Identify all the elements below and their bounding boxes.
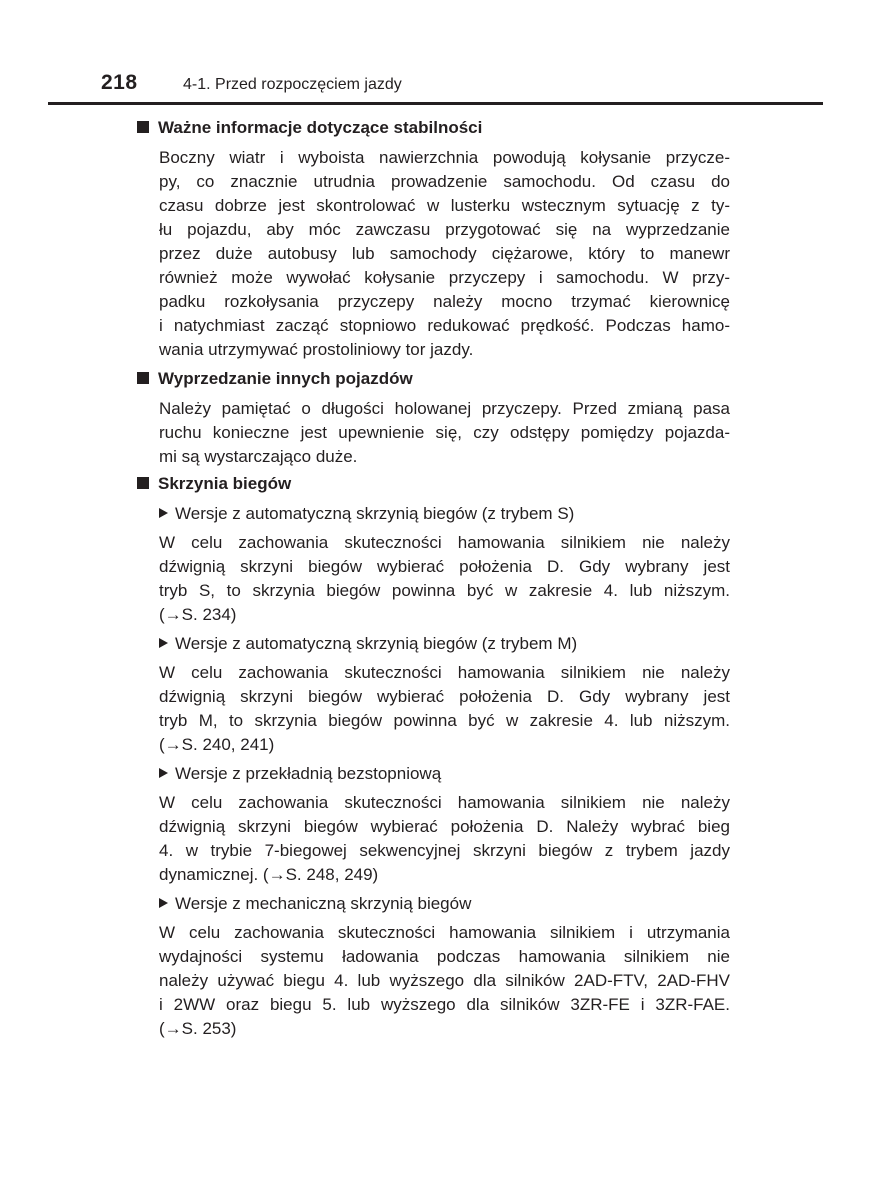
square-bullet-icon <box>137 477 149 489</box>
triangle-bullet-icon <box>159 508 168 518</box>
square-bullet-icon <box>137 372 149 384</box>
square-bullet-icon <box>137 121 149 133</box>
subheading-auto-m <box>159 633 577 655</box>
triangle-bullet-icon <box>159 768 168 778</box>
paragraph-stability <box>159 146 730 362</box>
text-line: dynamicznej. (→S. 248, 249) <box>159 865 379 884</box>
subheading-text: Wersje z przekładnią bezstopniową <box>175 764 442 783</box>
text-line: mi są wystarczająco duże. <box>159 447 358 466</box>
text-line: wania utrzymywać prostoliniowy tor jazdy. <box>159 340 474 359</box>
text-line: (→S. 240, 241) <box>159 735 275 754</box>
triangle-bullet-icon <box>159 638 168 648</box>
text-line: (→S. 234) <box>159 605 237 624</box>
text-line: ruchu konieczne jest upewnienie się, czy odstępy pomiędzy pojazda- <box>159 423 730 442</box>
text-line: tryb M, to skrzynia biegów powinna być w zakresie 4. lub niższym. <box>159 711 730 730</box>
section-heading-stability <box>137 117 482 139</box>
paragraph-overtaking <box>159 397 730 469</box>
text-line: łu pojazdu, aby móc zawczasu przygotować się na wyprzedzanie <box>159 220 730 239</box>
text-line: W celu zachowania skuteczności hamowania silnikiem nie należy <box>159 663 730 682</box>
text-line: dźwignią skrzyni biegów wybierać położenia D. Gdy wybrany jest <box>159 557 730 576</box>
text-line: należy używać biegu 4. lub wyższego dla silników 2AD-FTV, 2AD-FHV <box>159 971 730 990</box>
heading-text: Ważne informacje dotyczące stabilności <box>158 118 483 137</box>
text-line: padku rozkołysania przyczepy należy mocno trzymać kierownicę <box>159 292 730 311</box>
text-line: W celu zachowania skuteczności hamowania silnikiem nie należy <box>159 533 730 552</box>
section-heading-overtaking <box>137 368 413 390</box>
header-rule <box>48 102 823 105</box>
heading-text: Wyprzedzanie innych pojazdów <box>158 369 413 388</box>
text-line: dźwignią skrzyni biegów wybierać położenia D. Gdy wybrany jest <box>159 687 730 706</box>
text-line: przez duże autobusy lub samochody ciężarowe, który to manewr <box>159 244 730 263</box>
text-line: 4. w trybie 7-biegowej sekwencyjnej skrzyni biegów z trybem jazdy <box>159 841 730 860</box>
text-line: W celu zachowania skuteczności hamowania silnikiem nie należy <box>159 793 730 812</box>
text-line: wydajności systemu ładowania podczas hamowania silnikiem nie <box>159 947 730 966</box>
subheading-auto-s <box>159 503 574 525</box>
text-line: i 2WW oraz biegu 5. lub wyższego dla silników 3ZR-FE i 3ZR-FAE. <box>159 995 730 1014</box>
text-line: i natychmiast zacząć stopniowo redukować prędkość. Podczas hamo- <box>159 316 730 335</box>
paragraph-cvt <box>159 791 730 887</box>
subheading-cvt <box>159 763 441 785</box>
heading-text: Skrzynia biegów <box>158 474 292 493</box>
subheading-text: Wersje z automatyczną skrzynią biegów (z trybem M) <box>175 634 578 653</box>
text-line: dźwignią skrzyni biegów wybierać położenia D. Należy wybrać bieg <box>159 817 730 836</box>
paragraph-auto-m <box>159 661 730 757</box>
subheading-text: Wersje z automatyczną skrzynią biegów (z trybem S) <box>175 504 575 523</box>
text-line: W celu zachowania skuteczności hamowania silnikiem i utrzymania <box>159 923 730 942</box>
text-line: Boczny wiatr i wyboista nawierzchnia powodują kołysanie przycze- <box>159 148 730 167</box>
text-line: tryb S, to skrzynia biegów powinna być w zakresie 4. lub niższym. <box>159 581 730 600</box>
text-line: również może wywołać kołysanie przyczepy i samochodu. W przy- <box>159 268 730 287</box>
paragraph-manual <box>159 921 730 1041</box>
subheading-text: Wersje z mechaniczną skrzynią biegów <box>175 894 472 913</box>
chapter-title: 4-1. Przed rozpoczęciem jazdy <box>183 76 402 93</box>
text-line: py, co znacznie utrudnia prowadzenie samochodu. Od czasu do <box>159 172 730 191</box>
text-line: Należy pamiętać o długości holowanej przyczepy. Przed zmianą pasa <box>159 399 730 418</box>
text-line: czasu dobrze jest skontrolować w lusterku wstecznym sytuację z ty- <box>159 196 730 215</box>
paragraph-auto-s <box>159 531 730 627</box>
page-number: 218 <box>101 71 138 94</box>
page-header <box>0 0 877 110</box>
section-heading-gearbox <box>137 473 291 495</box>
triangle-bullet-icon <box>159 898 168 908</box>
subheading-manual <box>159 893 471 915</box>
text-line: (→S. 253) <box>159 1019 237 1038</box>
